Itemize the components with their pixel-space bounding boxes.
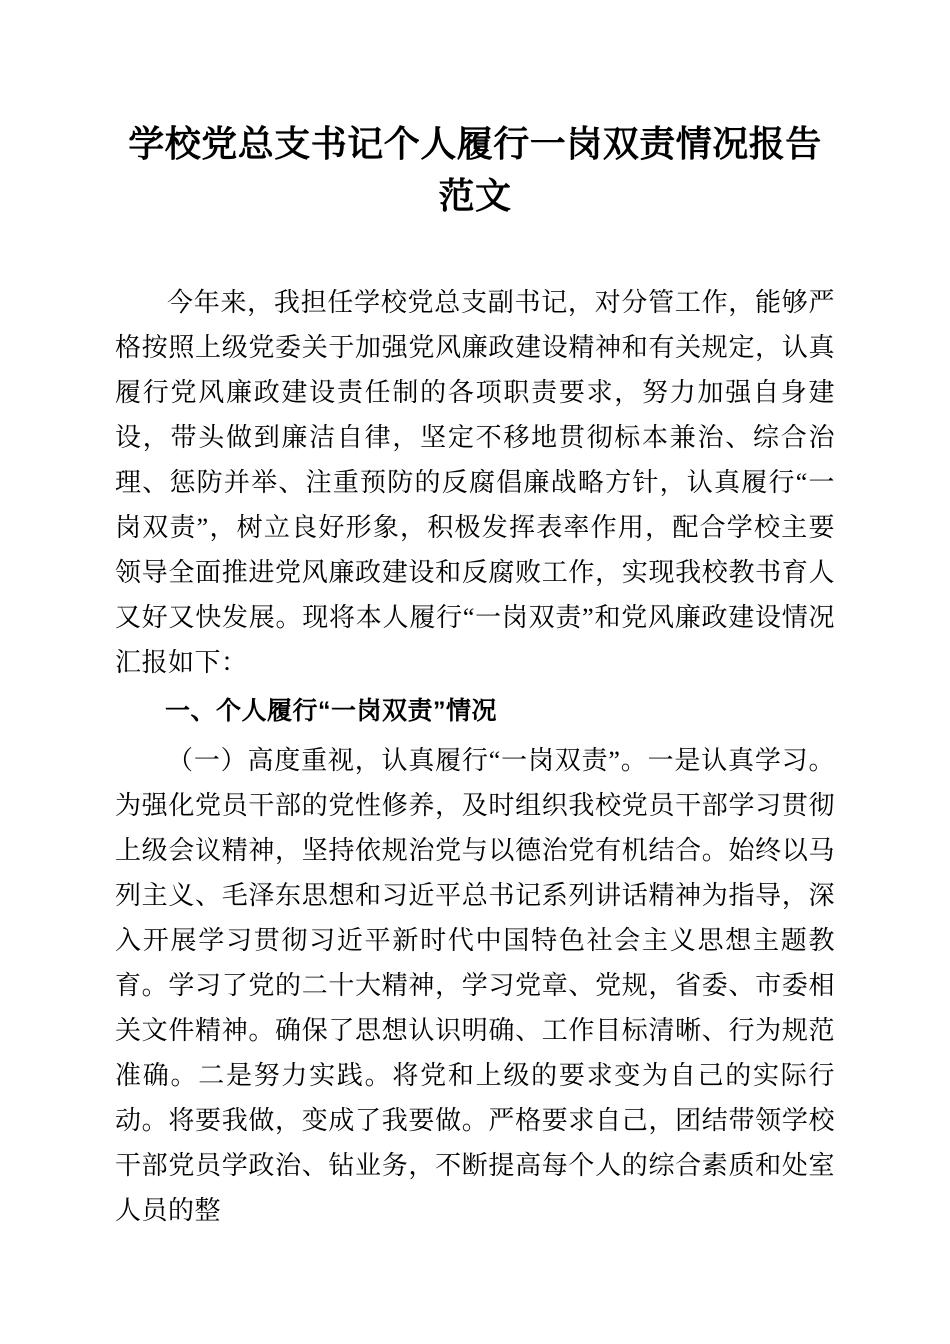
document-title: 学校党总支书记个人履行一岗双责情况报告范文 — [128, 123, 822, 217]
paragraph-section-1: （一）高度重视，认真履行“一岗双责”。一是认真学习。为强化党员干部的党性修养，及时组织我校党员干部学习贯彻上级会议精神，坚持依规治党与以德治党有机结合。始终以马列主义、毛泽东思想和习近平总书记系列讲话精神为指导，深入开展学习贯彻习近平新时代中国特色社会主义思想主题教育。学习了党的二十大精神，学习党章、党规，省委、市委相关文件精神。确保了思想认识明确、工作目标清晰、行为规范准确。二是努力实践。将党和上级的要求变为自己的实际行动。将要我做，变成了我要做。严格要求自己，团结带领学校干部党员学政治、钻业务，不断提高每个人的综合素质和处室人员的整 — [115, 746, 835, 1226]
section-heading-1: 一、个人履行“一岗双责”情况 — [165, 697, 498, 726]
paragraph-intro: 今年来，我担任学校党总支副书记，对分管工作，能够严格按照上级党委关于加强党风廉政建设精神和有关规定，认真履行党风廉政建设责任制的各项职责要求，努力加强自身建设，带头做到廉洁自律，坚定不移地贯彻标本兼治、综合治理、惩防并举、注重预防的反腐倡廉战略方针，认真履行“一岗双责”，树立良好形象，积极发挥表率作用，配合学校主要领导全面推进党风廉政建设和反腐败工作，实现我校教书育人又好又快发展。现将本人履行“一岗双责”和党风廉政建设情况汇报如下： — [115, 288, 835, 678]
